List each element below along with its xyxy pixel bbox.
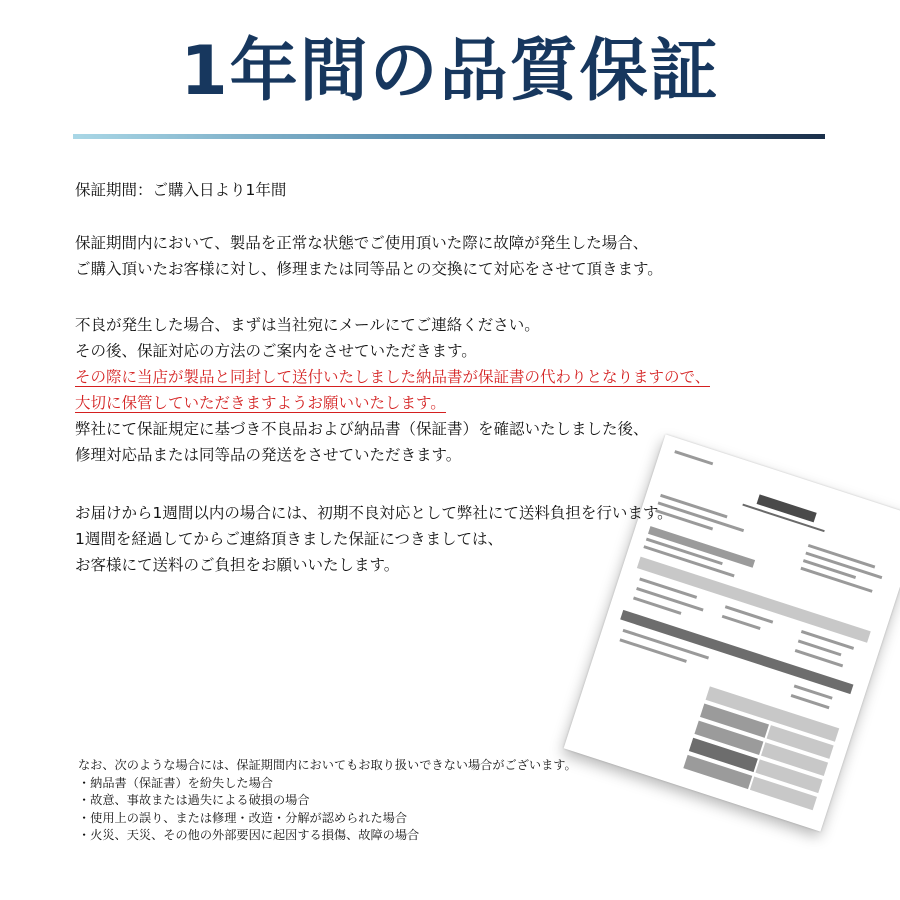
paragraph-procedure [75,312,855,468]
shipping-line-3: お客様にて送料のご負担をお願いいたします。 [75,556,400,574]
invoice-line [619,638,687,662]
notes-item: ・納品書（保証書）を紛失した場合 [78,775,273,790]
notes-intro: なお、次のような場合には、保証期間内においてもお取り扱いできない場合がございます。 [78,758,577,772]
warning-line-2 [75,390,855,416]
invoice-paper [564,434,900,831]
paragraph-shipping [75,500,855,578]
procedure-line-1: 不良が発生した場合、まずは当社宛にメールにてご連絡ください。 [75,316,540,334]
warning-line-1-text: その際に当店が製品と同封して送付いたしました納品書が保証書の代わりとなりますので、 [75,368,711,386]
procedure-line-3: 弊社にて保証規定に基づき不良品および納品書（保証書）を確認いたしました後、 [75,420,649,438]
page-title: 1年間の品質保証 [180,32,720,111]
procedure-line-4: 修理対応品または同等品の発送をさせていただきます。 [75,446,462,464]
invoice-line [674,450,713,465]
warranty-period-text: 保証期間：ご購入日より1年間 [75,181,287,199]
exclusion-notes [78,757,577,845]
coverage-line-1: 保証期間内において、製品を正常な状態でご使用頂いた際に故障が発生した場合、 [75,234,649,252]
procedure-line-2: その後、保証対応の方法のご案内をさせていただきます。 [75,342,477,360]
paragraph-coverage [75,230,855,282]
shipping-line-2: 1週間を経過してからご連絡頂きました保証につきましては、 [75,530,504,548]
notes-item: ・使用上の誤り、または修理・改造・分解が認められた場合 [78,810,408,825]
shipping-line-1: お届けから1週間以内の場合には、初期不良対応として弊社にて送料負担を行います。 [75,504,673,522]
notes-item: ・火災、天災、その他の外部要因に起因する損傷、故障の場合 [78,828,420,843]
warranty-period [75,177,855,203]
coverage-line-2: ご購入頂いたお客様に対し、修理または同等品との交換にて対応をさせて頂きます。 [75,260,663,278]
warning-line-2-text: 大切に保管していただきますようお願いいたします。 [75,394,446,412]
notes-item: ・故意、事故または過失による破損の場合 [78,793,310,808]
invoice-illustration [564,434,900,831]
warning-line-1 [75,364,855,390]
title-divider [73,134,825,139]
